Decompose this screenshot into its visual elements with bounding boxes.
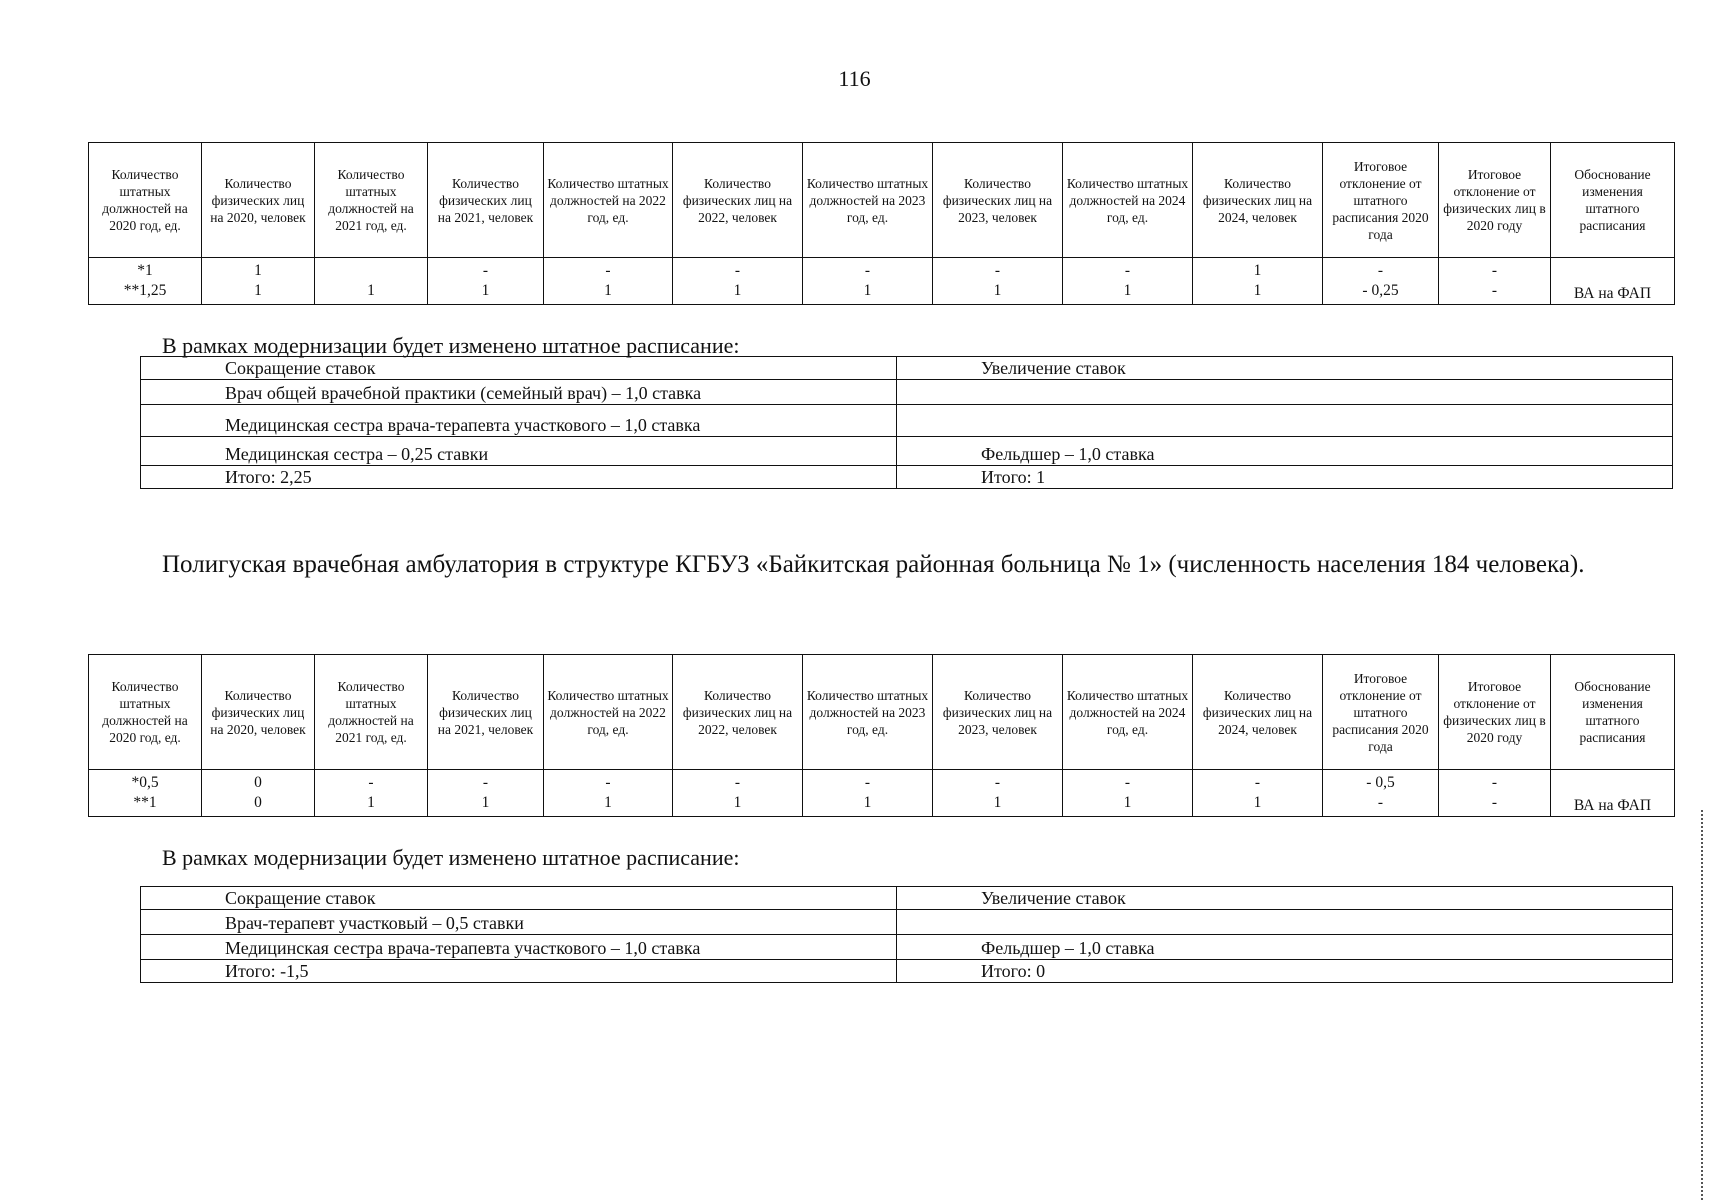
reduction-cell: Медицинская сестра – 0,25 ставки xyxy=(141,437,897,466)
staff-changes-table-2 xyxy=(140,886,1673,983)
table-cell: - xyxy=(803,258,933,282)
table-cell: - xyxy=(1193,770,1323,794)
increase-cell xyxy=(897,405,1673,437)
column-header: Количество физических лиц на 2024, человек xyxy=(1193,143,1323,258)
table-cell xyxy=(315,258,428,282)
increase-cell: Увеличение ставок xyxy=(897,357,1673,380)
column-header: Итоговое отклонение от физических лиц в 2020 году xyxy=(1439,655,1551,770)
table-cell: 1 xyxy=(202,258,315,282)
staff-row xyxy=(141,466,1673,489)
column-header: Количество физических лиц на 2022, человек xyxy=(673,143,803,258)
table-cell: 1 xyxy=(673,793,803,817)
table-header-row xyxy=(89,143,1675,258)
table-cell: - xyxy=(544,770,673,794)
table-cell: 1 xyxy=(1193,281,1323,305)
increase-cell xyxy=(897,380,1673,405)
table-row xyxy=(89,258,1675,282)
table-cell: - xyxy=(933,258,1063,282)
table-cell: 1 xyxy=(933,793,1063,817)
staff-row xyxy=(141,437,1673,466)
table-cell: 1 xyxy=(544,281,673,305)
table-cell: - xyxy=(933,770,1063,794)
justification-cell: ВА на ФАП xyxy=(1551,258,1675,305)
increase-cell: Фельдшер – 1,0 ставка xyxy=(897,437,1673,466)
table-cell: 1 xyxy=(428,281,544,305)
reduction-cell: Сокращение ставок xyxy=(141,357,897,380)
column-header: Количество штатных должностей на 2020 год, ед. xyxy=(89,143,202,258)
table-cell: 1 xyxy=(428,793,544,817)
table-cell: - xyxy=(673,770,803,794)
table-cell: **1,25 xyxy=(89,281,202,305)
column-header: Количество физических лиц на 2023, человек xyxy=(933,143,1063,258)
column-header: Количество штатных должностей на 2023 год, ед. xyxy=(803,143,933,258)
column-header: Количество физических лиц на 2023, человек xyxy=(933,655,1063,770)
table-cell: *1 xyxy=(89,258,202,282)
column-header: Обоснование изменения штатного расписания xyxy=(1551,143,1675,258)
scan-edge-line xyxy=(1701,810,1703,1200)
increase-cell: Итого: 1 xyxy=(897,466,1673,489)
table-cell: **1 xyxy=(89,793,202,817)
table-cell: - xyxy=(544,258,673,282)
modernization-text-2: В рамках модернизации будет изменено штатное расписание: xyxy=(162,845,740,870)
table-cell: - xyxy=(673,258,803,282)
table-cell: 1 xyxy=(315,793,428,817)
staff-changes-table-1 xyxy=(140,356,1673,489)
table-cell: - xyxy=(428,258,544,282)
table-cell: - 0,25 xyxy=(1323,281,1439,305)
column-header: Количество штатных должностей на 2024 год, ед. xyxy=(1063,143,1193,258)
increase-cell xyxy=(897,910,1673,935)
column-header: Количество физических лиц на 2022, человек xyxy=(673,655,803,770)
column-header: Итоговое отклонение от штатного расписания 2020 года xyxy=(1323,655,1439,770)
column-header: Количество физических лиц на 2020, человек xyxy=(202,655,315,770)
table-cell: - xyxy=(315,770,428,794)
table-cell: - xyxy=(1323,258,1439,282)
table-cell: 1 xyxy=(803,793,933,817)
table-cell: 1 xyxy=(933,281,1063,305)
table-cell: 1 xyxy=(1063,281,1193,305)
table-cell: 1 xyxy=(315,281,428,305)
column-header: Количество штатных должностей на 2023 год, ед. xyxy=(803,655,933,770)
table-row xyxy=(89,281,1675,305)
table-cell: - 0,5 xyxy=(1323,770,1439,794)
reduction-cell: Итого: -1,5 xyxy=(141,960,897,983)
table-cell: - xyxy=(428,770,544,794)
staff-row xyxy=(141,357,1673,380)
column-header: Количество штатных должностей на 2022 год, ед. xyxy=(544,655,673,770)
column-header: Количество штатных должностей на 2024 год, ед. xyxy=(1063,655,1193,770)
table-row xyxy=(89,770,1675,794)
staff-row xyxy=(141,910,1673,935)
staff-row xyxy=(141,887,1673,910)
staff-row xyxy=(141,960,1673,983)
table-cell: - xyxy=(1439,258,1551,282)
table-cell: 1 xyxy=(803,281,933,305)
table-cell: 1 xyxy=(544,793,673,817)
column-header: Количество штатных должностей на 2021 год, ед. xyxy=(315,143,428,258)
increase-cell: Итого: 0 xyxy=(897,960,1673,983)
reduction-cell: Сокращение ставок xyxy=(141,887,897,910)
table-cell: - xyxy=(1439,770,1551,794)
reduction-cell: Медицинская сестра врача-терапевта участкового – 1,0 ставка xyxy=(141,405,897,437)
column-header: Обоснование изменения штатного расписания xyxy=(1551,655,1675,770)
table-cell: 0 xyxy=(202,793,315,817)
column-header: Количество физических лиц на 2021, человек xyxy=(428,655,544,770)
reduction-cell: Итого: 2,25 xyxy=(141,466,897,489)
table-cell: - xyxy=(1439,793,1551,817)
table-cell: - xyxy=(1323,793,1439,817)
table-cell: 1 xyxy=(1193,258,1323,282)
table-cell: - xyxy=(1439,281,1551,305)
table-cell: 0 xyxy=(202,770,315,794)
staffing-table-2 xyxy=(88,654,1675,817)
column-header: Количество штатных должностей на 2021 год, ед. xyxy=(315,655,428,770)
column-header: Количество штатных должностей на 2020 год, ед. xyxy=(89,655,202,770)
column-header: Количество физических лиц на 2024, человек xyxy=(1193,655,1323,770)
table-cell: - xyxy=(803,770,933,794)
staff-row xyxy=(141,405,1673,437)
table-cell: 1 xyxy=(1193,793,1323,817)
table-header-row xyxy=(89,655,1675,770)
table-cell: 1 xyxy=(202,281,315,305)
table-cell: - xyxy=(1063,258,1193,282)
column-header: Итоговое отклонение от штатного расписания 2020 года xyxy=(1323,143,1439,258)
reduction-cell: Медицинская сестра врача-терапевта участкового – 1,0 ставка xyxy=(141,935,897,960)
table-cell: 1 xyxy=(1063,793,1193,817)
reduction-cell: Врач общей врачебной практики (семейный врач) – 1,0 ставка xyxy=(141,380,897,405)
table-cell: - xyxy=(1063,770,1193,794)
justification-cell: ВА на ФАП xyxy=(1551,770,1675,817)
increase-cell: Фельдшер – 1,0 ставка xyxy=(897,935,1673,960)
column-header: Количество штатных должностей на 2022 год, ед. xyxy=(544,143,673,258)
column-header: Количество физических лиц на 2021, человек xyxy=(428,143,544,258)
increase-cell: Увеличение ставок xyxy=(897,887,1673,910)
table-cell: 1 xyxy=(673,281,803,305)
column-header: Итоговое отклонение от физических лиц в 2020 году xyxy=(1439,143,1551,258)
table-row xyxy=(89,793,1675,817)
staff-row xyxy=(141,935,1673,960)
staffing-table-1 xyxy=(88,142,1675,305)
modernization-text-1: В рамках модернизации будет изменено штатное расписание: xyxy=(162,333,740,358)
column-header: Количество физических лиц на 2020, человек xyxy=(202,143,315,258)
section-heading: Полигуская врачебная амбулатория в структуре КГБУЗ «Байкитская районная больница № 1» (численность населения 184 человека). xyxy=(162,551,1585,578)
page-number: 116 xyxy=(838,66,871,91)
reduction-cell: Врач-терапевт участковый – 0,5 ставки xyxy=(141,910,897,935)
staff-row xyxy=(141,380,1673,405)
table-cell: *0,5 xyxy=(89,770,202,794)
